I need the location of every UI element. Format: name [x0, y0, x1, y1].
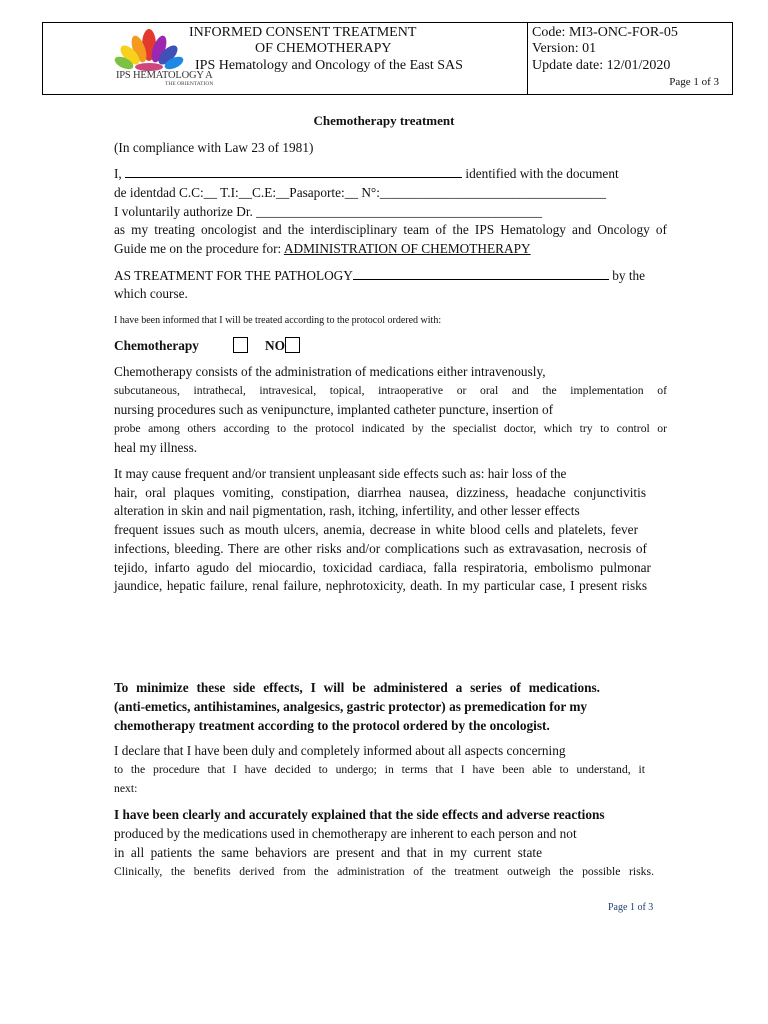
- para5-line: produced by the medications used in chemotherapy are inherent to each person and not: [114, 826, 577, 841]
- para2-line: hair, oral plaques vomiting, constipation, diarrhea nausea, dizziness, headache conjunctivitis: [114, 485, 646, 500]
- para2-line: It may cause frequent and/or transient unpleasant side effects such as: hair loss of the: [114, 466, 567, 481]
- header-page-number: Page 1 of 3: [669, 76, 719, 88]
- protocol-statement: I have been informed that I will be treated according to the protocol ordered with:: [114, 315, 442, 326]
- para1-line: subcutaneous, intrathecal, intravesical, topical, intraoperative or oral and the implementation of: [114, 384, 667, 397]
- para1-line: nursing procedures such as venipuncture, implanted catheter puncture, insertion of: [114, 402, 554, 417]
- doctor-authorization-line: I voluntarily authorize Dr. ___________________________________________: [114, 204, 543, 219]
- para4-line: to the procedure that I have decided to undergo; in terms that I have been able to understand, it: [114, 763, 645, 776]
- header-institution: IPS Hematology and Oncology of the East SAS: [195, 58, 463, 73]
- document-title: Chemotherapy treatment: [313, 113, 455, 128]
- chemotherapy-yes-checkbox[interactable]: [233, 337, 248, 353]
- para2-line: frequent issues such as mouth ulcers, anemia, decrease in white blood cells and platelets, fever: [114, 522, 638, 537]
- logo-tagline: THE ORIENTATION: [165, 81, 214, 87]
- para5-bold-line: I have been clearly and accurately explained that the side effects and adverse reactions: [114, 807, 605, 822]
- law-reference: (In compliance with Law 23 of 1981): [114, 140, 314, 155]
- para2-line: infections, bleeding. There are other risks and/or complications such as extravasation, necrosis of: [114, 541, 647, 556]
- no-label: NO: [265, 338, 285, 353]
- document-update-date: Update date: 12/01/2020: [532, 58, 671, 73]
- document-header: [42, 22, 733, 95]
- document-code: Code: MI3-ONC-FOR-05: [532, 25, 678, 40]
- para2-line: tejido, infarto agudo del miocardio, toxicidad cardiaca, falla respiratoria, embolismo pulmonar: [114, 560, 651, 575]
- footer-page-number: Page 1 of 3: [608, 902, 654, 913]
- chemotherapy-no-checkbox[interactable]: [285, 337, 300, 353]
- header-title-line2: OF CHEMOTHERAPY: [255, 41, 392, 56]
- patient-name-field[interactable]: [125, 164, 462, 178]
- header-meta-cell: [527, 23, 733, 94]
- header-title-cell: [43, 23, 527, 94]
- para2-line: alteration in skin and nail pigmentation, rash, itching, infertility, and other lesser effects: [114, 503, 580, 518]
- identity-line-1: I, identified with the document: [114, 166, 619, 181]
- para3-line: chemotherapy treatment according to the protocol ordered by the oncologist.: [114, 718, 550, 733]
- para3-line: To minimize these side effects, I will be administered a series of medications.: [114, 680, 600, 695]
- para1-line: Chemotherapy consists of the administration of medications either intravenously,: [114, 364, 546, 379]
- header-title-line1: INFORMED CONSENT TREATMENT: [189, 25, 417, 40]
- para5-line: in all patients the same behaviors are present and that in my current state: [114, 845, 542, 860]
- logo-name: IPS HEMATOLOGY A: [116, 70, 213, 81]
- para4-line: next:: [114, 782, 138, 795]
- procedure-name: ADMINISTRATION OF CHEMOTHERAPY: [283, 241, 531, 256]
- para5-line: Clinically, the benefits derived from the administration of the treatment outweigh the possible risks.: [114, 865, 654, 878]
- procedure-line: Guide me on the procedure for: ADMINISTRATION OF CHEMOTHERAPY: [114, 241, 531, 256]
- chemotherapy-label: Chemotherapy: [114, 338, 199, 353]
- pathology-field[interactable]: [353, 266, 609, 280]
- para3-line: (anti-emetics, antihistamines, analgesics, gastric protector) as premedication for my: [114, 699, 588, 714]
- para1-line: probe among others according to the protocol indicated by the specialist doctor, which try to control or: [114, 422, 667, 435]
- pathology-line: AS TREATMENT FOR THE PATHOLOGY by the: [114, 268, 646, 283]
- course-line: which course.: [114, 286, 188, 301]
- document-version: Version: 01: [532, 41, 597, 56]
- team-line: as my treating oncologist and the interdisciplinary team of the IPS Hematology and Oncology of: [114, 222, 667, 237]
- para1-line: heal my illness.: [114, 440, 198, 455]
- para4-line: I declare that I have been duly and completely informed about all aspects concerning: [114, 743, 566, 758]
- identity-document-line: de identdad C.C:__ T.I:__C.E:__Pasaporte:__ N°:__________________________________: [114, 185, 606, 200]
- para2-line: jaundice, hepatic failure, renal failure, nephrotoxicity, death. In my particular case, I present risks: [114, 578, 647, 593]
